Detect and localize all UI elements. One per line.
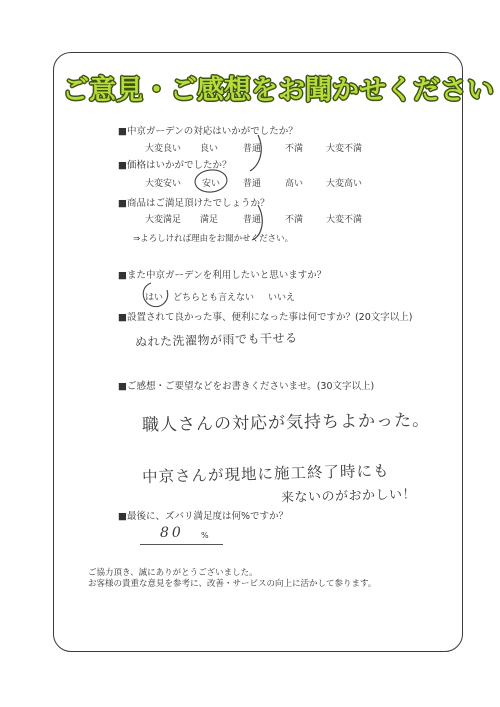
survey-title: ご意見・ご感想をお聞かせください [62,75,494,106]
question-reuse: ■また中京ガーデンを利用したいと思いますか？ [118,270,327,281]
q3-option-normal[interactable]: 普通 [243,215,262,225]
q1-option-dissatisfied[interactable]: 不満 [285,144,304,154]
q3-reason-note: ⇒よろしければ理由をお聞かせください。 [133,234,294,244]
question-comments: ■ご感想・ご要望などをお書きくださいませ。(30文字以上) [118,381,375,392]
q7-handwritten-percent: 80 [160,525,184,541]
q3-option-very-dissatisfied[interactable]: 大変不満 [326,215,363,225]
q2-option-normal[interactable]: 普通 [243,179,262,189]
q2-option-cheap[interactable]: 安い [202,179,221,189]
q2-option-very-expensive[interactable]: 大変高い [326,179,363,189]
q1-option-normal[interactable]: 普通 [243,144,262,154]
q6-handwritten-line-3: 来ないのがおかしい！ [280,487,417,506]
footer-thanks: ご協力頂き、誠にありがとうございました。 [88,568,258,578]
footer-message: お客様の貴重な意見を参考に、改善・サービスの向上に活かして参ります。 [88,579,377,589]
q4-option-neutral[interactable]: どちらとも言えない [173,293,255,303]
q3-option-satisfied[interactable]: 満足 [200,215,219,225]
q5-handwritten-answer: ぬれた洗濯物が雨でも干せる [134,330,298,350]
q6-handwritten-line-1: 職人さんの対応が気持ちよかった。 [141,410,431,436]
question-satisfaction: ■最後に、ズバリ満足度は何%ですか？ [118,511,289,522]
q1-option-good[interactable]: 良い [200,144,219,154]
question-benefits: ■設置されて良かった事、便利になった事は何ですか？(20文字以上) [118,312,413,323]
q4-option-yes[interactable]: はい [145,293,164,303]
q6-handwritten-line-2: 中京さんが現地に施工終了時にも [141,461,390,487]
question-service: ■中京ガーデンの対応はいかがでしたか？ [118,126,298,137]
q7-answer-underline [140,544,223,545]
q2-option-expensive[interactable]: 高い [285,179,304,189]
q3-option-very-satisfied[interactable]: 大変満足 [145,215,182,225]
question-price: ■価格はいかがでしたか？ [118,160,232,171]
q1-option-very-dissatisfied[interactable]: 大変不満 [326,144,363,154]
q4-option-no[interactable]: いいえ [268,293,296,303]
q2-option-very-cheap[interactable]: 大変安い [145,179,182,189]
question-product: ■商品はご満足頂けたでしょうか？ [118,198,270,209]
q7-percent-unit: % [201,531,209,540]
q3-option-dissatisfied[interactable]: 不満 [285,215,304,225]
q1-option-very-good[interactable]: 大変良い [145,144,182,154]
